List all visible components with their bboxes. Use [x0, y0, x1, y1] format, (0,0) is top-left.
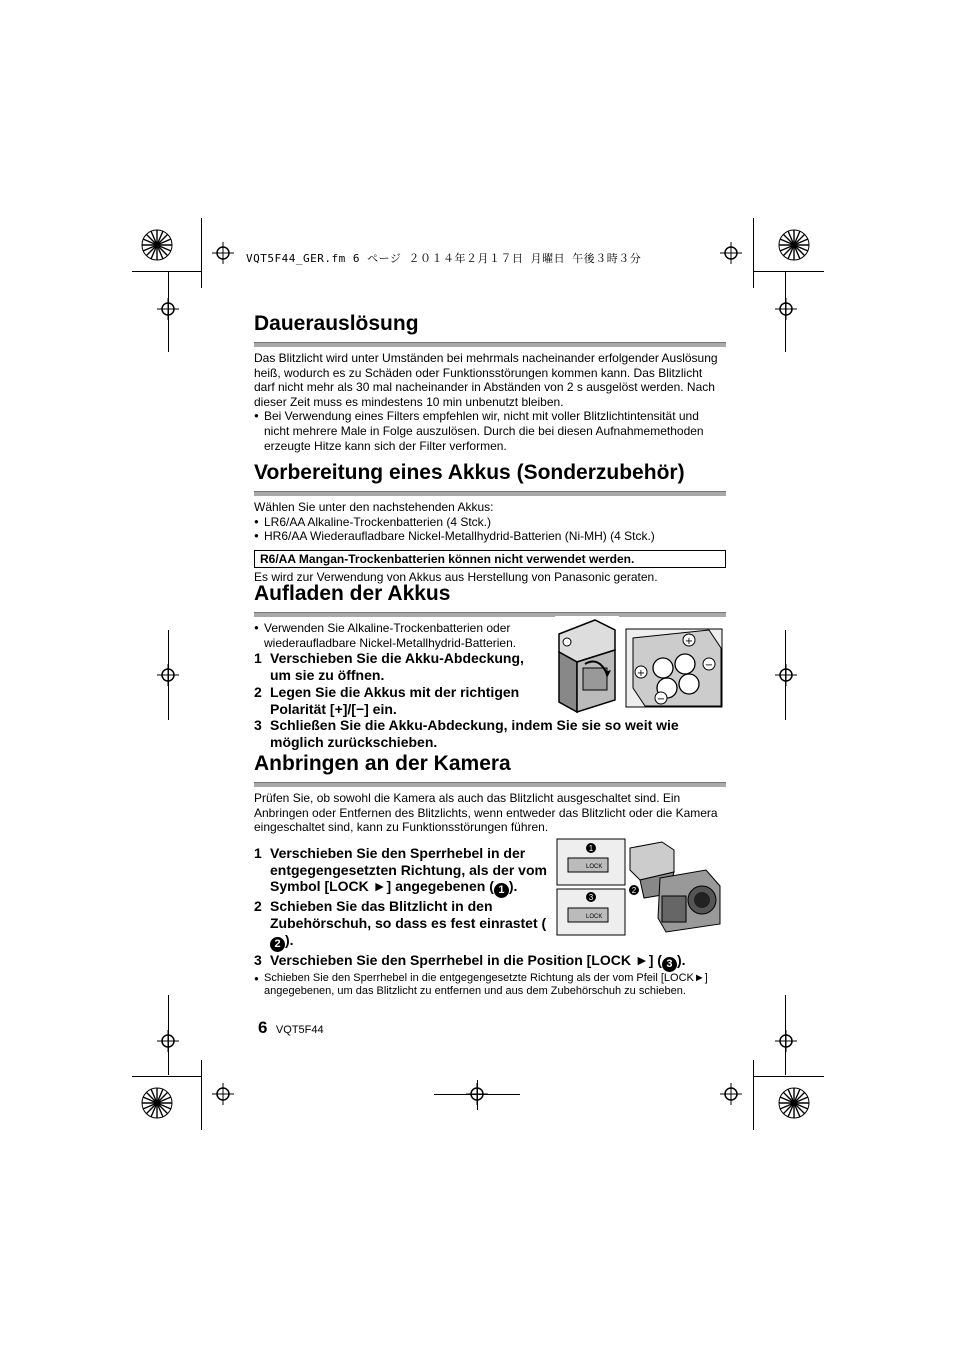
page-footer — [258, 1018, 324, 1038]
bullet-item: ● HR6/AA Wiederaufladbare Nickel-Metallhydrid-Batterien (Ni-MH) (4 Stck.) — [254, 529, 726, 544]
paragraph: Es wird zur Verwendung von Akkus aus Herstellung von Panasonic geraten. — [254, 569, 658, 584]
step-number: 3 — [254, 717, 262, 734]
title-rule — [254, 612, 726, 617]
registration-starburst-icon — [777, 228, 811, 262]
step-text: Verschieben Sie die Akku-Abdeckung, um sie zu öffnen. — [270, 650, 524, 683]
svg-text:+: + — [636, 668, 646, 679]
step-text: Verschieben Sie den Sperrhebel in die Position [LOCK ►] ( — [270, 951, 662, 968]
step-item — [254, 845, 555, 899]
crosshair-target-icon — [775, 298, 797, 320]
section-vorbereitung — [254, 461, 726, 584]
step-text-end: ). — [508, 878, 518, 895]
step-text: Legen Sie die Akkus mit der richtigen Polarität [+]/[−] ein. — [270, 683, 520, 717]
section-title: Vorbereitung eines Akkus (Sonderzubehör) — [254, 461, 685, 484]
title-rule — [254, 342, 726, 347]
step-number: 1 — [254, 650, 262, 667]
step-callout-2: 2 — [631, 886, 637, 895]
svg-text:−: − — [704, 660, 714, 671]
circled-number-3-icon: 3 — [662, 957, 677, 972]
registration-starburst-icon — [140, 228, 174, 262]
crosshair-target-icon — [720, 1083, 742, 1105]
step-item — [254, 650, 540, 684]
step-number: 2 — [254, 898, 262, 915]
paragraph: Das Blitzlicht wird unter Umständen bei mehrmals nacheinander erfolgender Auslösung heiß, wodurch es zu Schäden oder Funktionsstörungen kommen kann. Das Blitzlicht darf nicht mehr als 30 mal nacheinander in Abständen von 2 s ausgelöst werden. Nach dieser Zeit muss es mindestens 10 min unbenutzt bleiben. — [254, 351, 718, 409]
circled-number-1-icon: 1 — [494, 883, 509, 898]
section-title: Aufladen der Akkus — [254, 582, 451, 605]
crosshair-target-icon — [157, 1030, 179, 1052]
step-item — [254, 684, 540, 718]
step-callout-3: 3 — [588, 893, 594, 902]
flash-battery-cover-illustration — [555, 616, 619, 716]
registration-starburst-icon — [140, 1086, 174, 1120]
bullet-item: ● Verwenden Sie Alkaline-Trockenbatterien oder wiederaufladbare Nickel-Metallhydrid-Batterien. — [254, 621, 554, 650]
paragraph: Prüfen Sie, ob sowohl die Kamera als auch das Blitzlicht ausgeschaltet sind. Ein Anbringen oder Entfernen des Blitzlichts, wenn entweder das Blitzlicht oder die Kamera eingeschaltet sind, kann zu Funktionsstörungen führen. — [254, 791, 718, 835]
bullet-item: ● Schieben Sie den Sperrhebel in die entgegengesetzte Richtung als der vom Pfeil [LOCK►] angegebenen, um das Blitzlicht zu entfernen und aus dem Zubehörschuh zu schieben. — [254, 972, 726, 999]
warning-box: R6/AA Mangan-Trockenbatterien können nicht verwendet werden. — [254, 550, 726, 568]
bullet-item: ● LR6/AA Alkaline-Trockenbatterien (4 Stck.) — [254, 515, 726, 530]
step-item — [254, 898, 555, 952]
paragraph: Wählen Sie unter den nachstehenden Akkus: — [254, 500, 494, 514]
section-dauerausloesung — [254, 312, 726, 453]
crosshair-target-icon — [775, 664, 797, 686]
file-stamp: VQT5F44_GER.fm 6 ページ ２０１４年２月１７日 月曜日 午後３時３分 — [246, 252, 642, 265]
step-callout-1: 1 — [588, 844, 594, 853]
title-rule — [254, 491, 726, 496]
crosshair-target-icon — [212, 1083, 234, 1105]
svg-text:+: + — [684, 636, 694, 647]
step-text-end: ). — [285, 931, 294, 948]
circled-number-2-icon: 2 — [270, 937, 285, 952]
crosshair-target-icon — [720, 242, 742, 264]
step-item — [254, 952, 742, 972]
step-item — [254, 717, 700, 751]
title-rule — [254, 782, 726, 787]
svg-text:−: − — [656, 694, 666, 705]
battery-compartment-illustration — [625, 628, 723, 708]
flash-attach-illustration — [556, 838, 724, 936]
step-number: 3 — [254, 951, 262, 968]
crosshair-target-icon — [157, 664, 179, 686]
step-text-end: ). — [676, 951, 686, 968]
section-title: Anbringen an der Kamera — [254, 752, 511, 775]
crosshair-target-icon — [775, 1030, 797, 1052]
registration-starburst-icon — [777, 1086, 811, 1120]
lock-label: LOCK — [586, 914, 603, 920]
crosshair-target-icon — [466, 1083, 488, 1105]
step-number: 2 — [254, 683, 262, 700]
step-number: 1 — [254, 844, 262, 861]
section-title: Dauerauslösung — [254, 312, 419, 335]
crosshair-target-icon — [157, 298, 179, 320]
lock-label: LOCK — [586, 864, 603, 870]
crosshair-target-icon — [212, 242, 234, 264]
model-code: VQT5F44 — [275, 1024, 324, 1036]
step-text: Schieben Sie das Blitzlicht in den Zubehörschuh, so dass es fest einrastet ( — [270, 898, 547, 932]
step-text: Verschieben Sie den Sperrhebel in der entgegengesetzten Richtung, als der vom Symbol [LOCK ►] angegebenen ( — [270, 844, 547, 895]
page-number: 6 — [258, 1018, 268, 1037]
step-text: Schließen Sie die Akku-Abdeckung, indem Sie sie so weit wie möglich zurückschieben. — [270, 717, 679, 751]
bullet-item: ● Bei Verwendung eines Filters empfehlen wir, nicht mit voller Blitzlichtintensität und nicht mehrere Male in Folge auszulösen. Durch die bei diesen Aufnahmemethoden erzeugte Hitze kann sich der Filter verformen. — [254, 409, 726, 453]
